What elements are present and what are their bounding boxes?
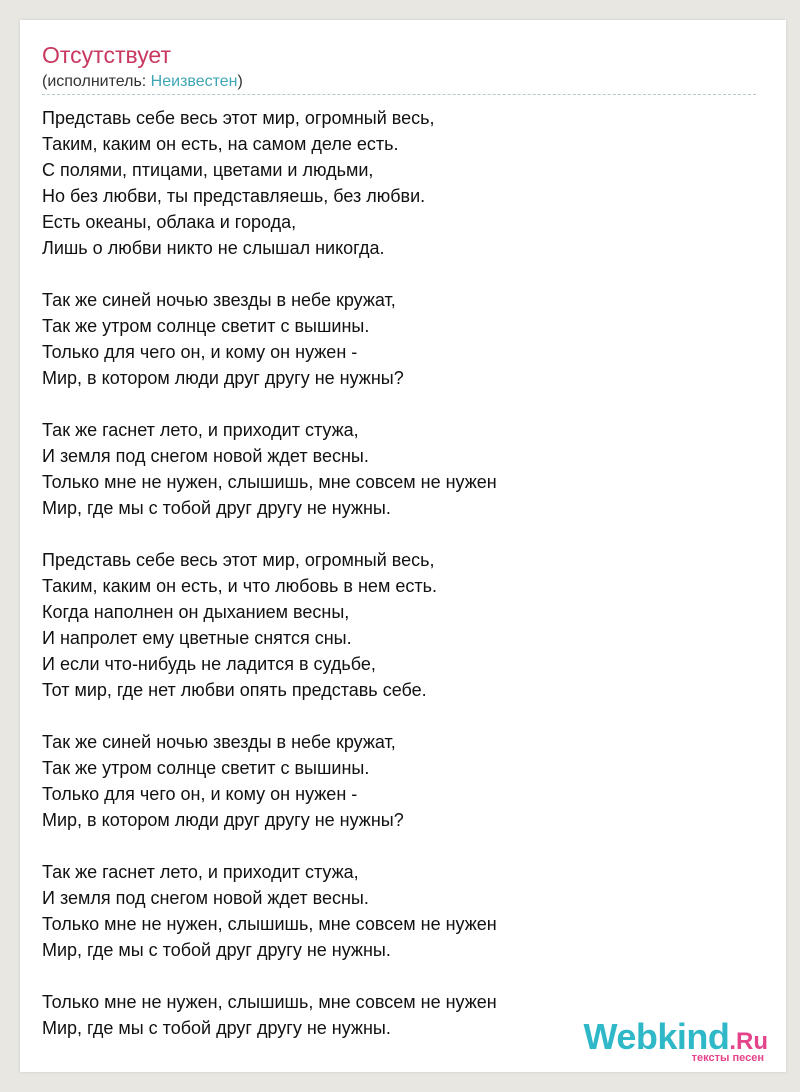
lyric-line: С полями, птицами, цветами и людьми, [42,160,374,180]
lyric-line: Только для чего он, и кому он нужен - [42,784,358,804]
lyric-line: Тот мир, где нет любви опять представь себе. [42,680,427,700]
lyric-line: Мир, в котором люди друг другу не нужны? [42,368,404,388]
lyric-line: Только для чего он, и кому он нужен - [42,342,358,362]
artist-link[interactable]: Неизвестен [150,73,238,90]
lyric-line: Мир, где мы с тобой друг другу не нужны. [42,498,391,518]
lyric-line: И земля под снегом новой ждет весны. [42,446,369,466]
stanza-4 [42,547,497,703]
logo-subtitle: тексты песен [691,1052,764,1064]
divider [42,94,756,95]
stanza-5 [42,729,497,833]
lyric-line: Так же синей ночью звезды в небе кружат, [42,732,396,752]
lyrics-card [20,20,786,1072]
stanza-2 [42,287,497,391]
artist-suffix: ) [237,73,243,90]
artist-line [42,73,243,91]
lyric-line: Лишь о любви никто не слышал никогда. [42,238,385,258]
lyric-line: Только мне не нужен, слышишь, мне совсем не нужен [42,914,497,934]
logo-main: Webkind [583,1016,730,1057]
lyric-line: Таким, каким он есть, на самом деле есть. [42,134,399,154]
lyric-line: Так же синей ночью звезды в небе кружат, [42,290,396,310]
lyric-line: Так же утром солнце светит с вышины. [42,758,370,778]
lyric-line: Когда наполнен он дыханием весны, [42,602,350,622]
lyric-line: Представь себе весь этот мир, огромный весь, [42,550,435,570]
lyric-line: Мир, где мы с тобой друг другу не нужны. [42,940,391,960]
song-title: Отсутствует [42,42,171,68]
stanza-3 [42,417,497,521]
lyric-line: Таким, каким он есть, и что любовь в нем есть. [42,576,437,596]
lyric-line: Но без любви, ты представляешь, без любви. [42,186,426,206]
site-logo[interactable] [583,1016,768,1064]
lyric-line: Только мне не нужен, слышишь, мне совсем не нужен [42,992,497,1012]
lyric-line: И земля под снегом новой ждет весны. [42,888,369,908]
artist-prefix: (исполнитель: [42,73,151,90]
stanza-6 [42,859,497,963]
lyric-line: Представь себе весь этот мир, огромный весь, [42,108,435,128]
lyric-line: Мир, где мы с тобой друг другу не нужны. [42,1018,391,1038]
lyric-line: Есть океаны, облака и города, [42,212,297,232]
stanza-7 [42,989,497,1041]
lyric-line: Так же утром солнце светит с вышины. [42,316,370,336]
lyric-line: Только мне не нужен, слышишь, мне совсем не нужен [42,472,497,492]
lyric-line: Мир, в котором люди друг другу не нужны? [42,810,404,830]
lyric-line: Так же гаснет лето, и приходит стужа, [42,420,359,440]
lyrics-body [42,105,497,1067]
lyric-line: И напролет ему цветные снятся сны. [42,628,352,648]
lyric-line: Так же гаснет лето, и приходит стужа, [42,862,359,882]
logo-tld: .Ru [729,1028,768,1055]
stanza-1 [42,105,497,261]
lyric-line: И если что-нибудь не ладится в судьбе, [42,654,376,674]
